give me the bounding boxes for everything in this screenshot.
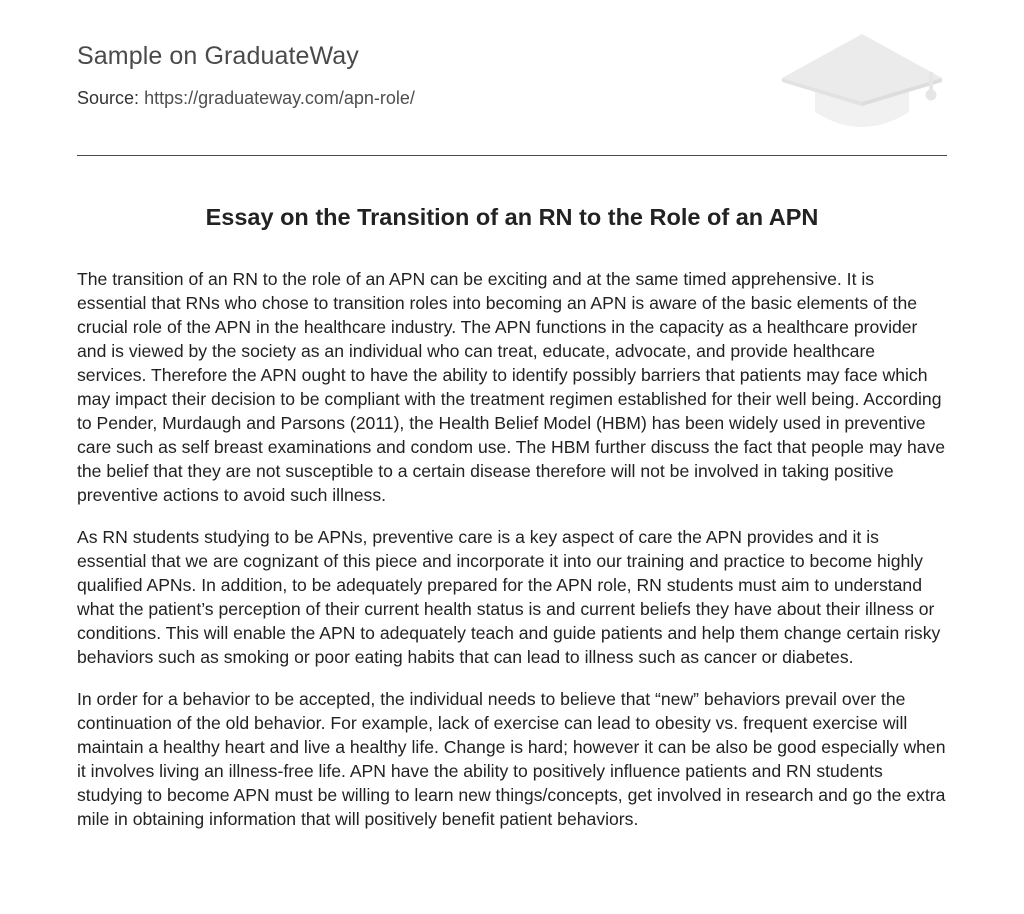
header-divider bbox=[77, 155, 947, 156]
essay-paragraph-2: As RN students studying to be APNs, preventive care is a key aspect of care the APN provides and it is essential that we are cognizant of this piece and incorporate it into our training and practice to become highly qualified APNs. In addition, to be adequately prepared for the APN role, RN students must aim to understand what the patient’s perception of their current health status is and current beliefs they have about their illness or conditions. This will enable the APN to adequately teach and guide patients and help them change certain risky behaviors such as smoking or poor eating habits that can lead to illness such as cancer or diabetes. bbox=[77, 527, 941, 667]
source-line bbox=[77, 88, 415, 109]
source-label: Source: bbox=[77, 88, 140, 108]
source-link[interactable]: https://graduateway.com/apn-role/ bbox=[144, 88, 415, 108]
essay-paragraph-1: The transition of an RN to the role of an APN can be exciting and at the same timed apprehensive. It is essential that RNs who chose to transition roles into becoming an APN is aware of the basic elements of the crucial role of the APN in the healthcare industry. The APN functions in the capacity as a healthcare provider and is viewed by the society as an individual who can treat, educate, advocate, and provide healthcare services. Therefore the APN ought to have the ability to identify possibly barriers that patients may face which may impact their decision to be compliant with the treatment regimen established for their well being. According to Pender, Murdaugh and Parsons (2011), the Health Belief Model (HBM) has been widely used in preventive care such as self breast examinations and condom use. The HBM further discuss the fact that people may have the belief that they are not susceptible to a certain disease therefore will not be involved in taking positive preventive actions to avoid such illness. bbox=[77, 269, 946, 505]
site-title: Sample on GraduateWay bbox=[77, 42, 359, 70]
essay-body bbox=[77, 267, 947, 849]
page-header bbox=[77, 0, 947, 156]
essay-paragraph-3: In order for a behavior to be accepted, the individual needs to believe that “new” behaviors prevail over the continuation of the old behavior. For example, lack of exercise can lead to obesity vs. frequent exercise will maintain a healthy heart and live a healthy life. Change is hard; however it can be also be good especially when it involves living an illness-free life. APN have the ability to positively influence patients and RN students studying to become APN must be willing to learn new things/concepts, get involved in research and go the extra mile in obtaining information that will positively benefit patient behaviors. bbox=[77, 689, 946, 829]
graduation-cap-icon bbox=[777, 30, 947, 135]
essay-title: Essay on the Transition of an RN to the Role of an APN bbox=[205, 204, 819, 230]
